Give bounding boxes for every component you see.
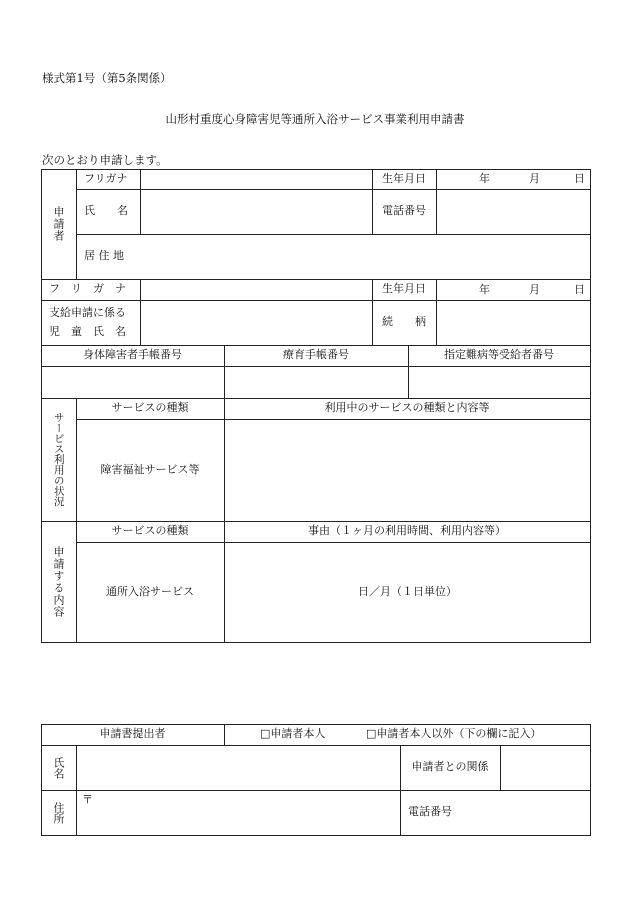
applicant-birthdate-field[interactable]	[437, 170, 590, 189]
request-section-label	[41, 521, 76, 642]
applicant-furigana-field[interactable]	[141, 170, 372, 189]
applicant-section-label	[41, 169, 76, 279]
request-section-text: 申請する内容	[52, 545, 65, 618]
child-name-field[interactable]	[141, 301, 372, 345]
child-relation-field[interactable]	[437, 301, 590, 345]
form-title: 山形村重度心身障害児等通所入浴サービス事業利用申請書	[165, 112, 465, 126]
child-day-label: 日	[574, 282, 585, 296]
physical-certificate-header: 身体障害者手帳番号	[83, 348, 182, 362]
child-month-label: 月	[529, 282, 540, 296]
service-usage-section-text: サービス利用の状況	[52, 412, 65, 507]
submitter-name-text: 氏名	[52, 756, 65, 779]
child-relation-label: 続 柄	[382, 315, 426, 329]
applicant-furigana-label: フリガナ	[84, 171, 128, 185]
form-number: 様式第1号（第5条関係）	[42, 71, 172, 85]
child-name-label-line1: 支給申請に係る	[49, 305, 126, 319]
submitter-address-text: 住所	[52, 801, 65, 824]
submitter-address-label	[41, 790, 76, 835]
submitter-relation-label: 申請者との関係	[411, 760, 489, 774]
intro-text: 次のとおり申請します。	[42, 153, 168, 167]
submitter-relation-field[interactable]	[501, 746, 590, 790]
service-usage-type-header: サービスの種類	[111, 401, 189, 415]
applicant-address-label: 居 住 地	[84, 249, 124, 263]
child-birthdate-label: 生年月日	[382, 282, 426, 296]
submitter-address-field[interactable]	[77, 791, 400, 835]
request-reason-value: 日／月（１日単位）	[358, 585, 457, 599]
physical-certificate-field[interactable]	[42, 367, 224, 398]
request-reason-header: 事由（１ヶ月の利用時間、利用内容等）	[308, 524, 506, 538]
applicant-address-field[interactable]	[141, 235, 590, 279]
request-type-value: 通所入浴サービス	[106, 584, 194, 598]
child-furigana-field[interactable]	[141, 280, 372, 300]
applicant-phone-field[interactable]	[437, 190, 590, 234]
service-usage-section-label	[41, 398, 76, 521]
request-type-header: サービスの種類	[111, 524, 189, 538]
applicant-name-label: 氏 名	[84, 204, 128, 218]
rehab-certificate-header: 療育手帳番号	[283, 348, 349, 362]
postal-mark: 〒	[82, 793, 93, 806]
applicant-section-text: 申請者	[52, 206, 65, 242]
applicant-phone-label: 電話番号	[382, 204, 426, 218]
intractable-certificate-header: 指定難病等受給者番号	[444, 348, 554, 362]
submitter-options	[224, 724, 590, 745]
submitter-header: 申請書提出者	[99, 727, 166, 741]
service-usage-content-header: 利用中のサービスの種類と内容等	[324, 401, 490, 415]
service-usage-content-field[interactable]	[225, 420, 590, 521]
child-name-label-line2: 児 童 氏 名	[49, 324, 126, 338]
applicant-month-label: 月	[529, 172, 540, 186]
child-furigana-label: フ リ ガ ナ	[49, 282, 126, 296]
service-usage-type-value: 障害福祉サービス等	[100, 462, 200, 476]
submitter-phone-field[interactable]	[400, 790, 590, 835]
submitter-name-field[interactable]	[77, 746, 400, 790]
applicant-day-label: 日	[574, 172, 585, 186]
rehab-certificate-field[interactable]	[225, 367, 408, 398]
request-reason-field[interactable]	[225, 543, 590, 642]
submitter-phone-label: 電話番号	[408, 805, 452, 819]
applicant-year-label: 年	[479, 172, 490, 186]
child-birthdate-field[interactable]	[437, 280, 590, 300]
submitter-name-label	[41, 745, 76, 790]
submitter-self-checkbox[interactable]: □申請者本人	[260, 727, 326, 741]
applicant-name-field[interactable]	[141, 190, 372, 234]
submitter-other-checkbox[interactable]: □申請者本人以外（下の欄に記入）	[366, 727, 542, 741]
child-name-label	[41, 300, 140, 345]
applicant-birthdate-label: 生年月日	[382, 171, 426, 185]
child-year-label: 年	[479, 282, 490, 296]
intractable-certificate-field[interactable]	[409, 367, 590, 398]
